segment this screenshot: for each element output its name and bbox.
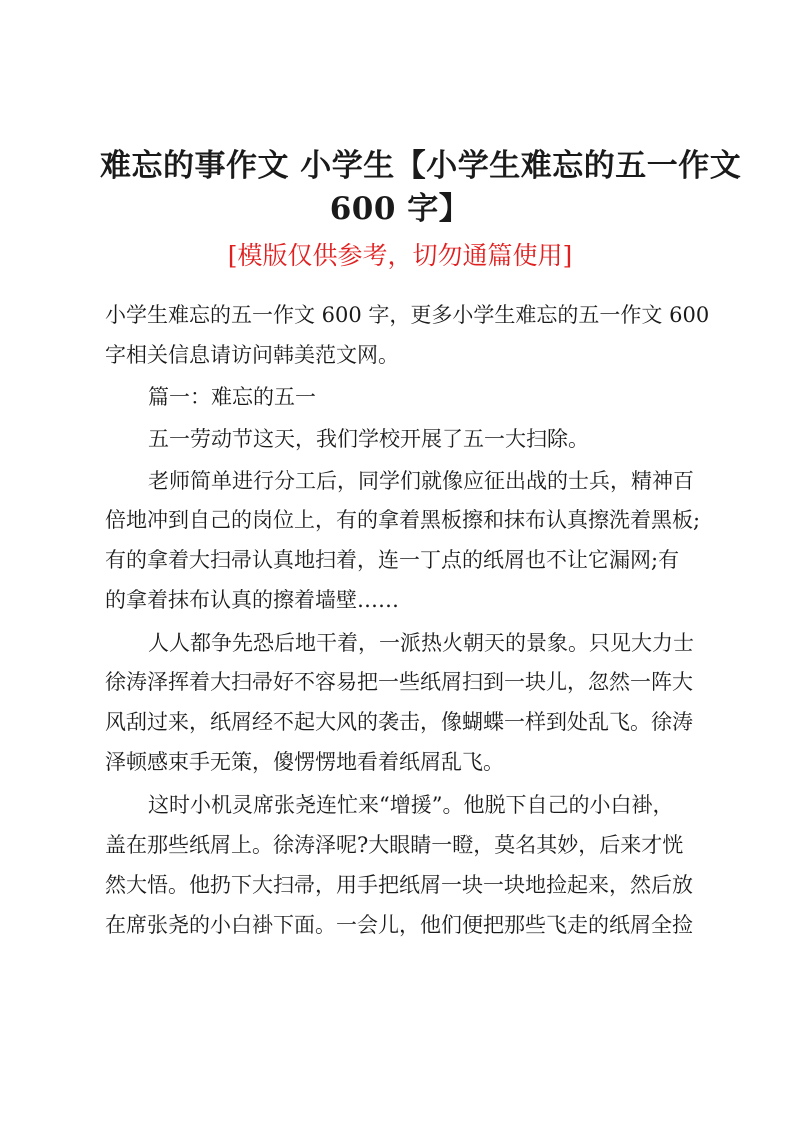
- body-line: 的拿着抹布认真的擦着墙壁……: [105, 588, 399, 612]
- body-line: 风刮过来，纸屑经不起大风的袭击，像蝴蝶一样到处乱飞。徐涛: [105, 710, 693, 734]
- body-line: 在席张尧的小白褂下面。一会儿，他们便把那些飞走的纸屑全捡: [105, 913, 693, 937]
- body-line: 这时小机灵席张尧连忙来“增援”。他脱下自己的小白褂，: [148, 793, 674, 817]
- body-line: 然大悟。他扔下大扫帚，用手把纸屑一块一块地捡起来，然后放: [105, 873, 693, 897]
- body-line: 倍地冲到自己的岗位上，有的拿着黑板擦和抹布认真擦洗着黑板;: [105, 508, 701, 532]
- body-line: 泽顿感束手无策，傻愣愣地看着纸屑乱飞。: [105, 750, 504, 774]
- body-line: 盖在那些纸屑上。徐涛泽呢?大眼睛一瞪，莫名其妙，后来才恍: [105, 833, 684, 857]
- body-line: 小学生难忘的五一作文 600 字，更多小学生难忘的五一作文 600: [105, 303, 710, 327]
- document-title-line-1: 难忘的事作文 小学生【小学生难忘的五一作文: [100, 148, 742, 184]
- section-heading: 篇一：难忘的五一: [148, 385, 316, 409]
- body-line: 字相关信息请访问韩美范文网。: [105, 343, 399, 367]
- template-notice: [模版仅供参考，切勿通篇使用]: [227, 241, 573, 270]
- body-line: 人人都争先恐后地干着，一派热火朝天的景象。只见大力士: [148, 631, 694, 655]
- body-line: 老师简单进行分工后，同学们就像应征出战的士兵，精神百: [148, 469, 694, 493]
- document-title-line-2: 600 字】: [329, 191, 471, 227]
- body-line: 五一劳动节这天，我们学校开展了五一大扫除。: [148, 427, 589, 451]
- body-line: 徐涛泽挥着大扫帚好不容易把一些纸屑扫到一块儿，忽然一阵大: [105, 670, 693, 694]
- body-line: 有的拿着大扫帚认真地扫着，连一丁点的纸屑也不让它漏网;有: [105, 548, 680, 572]
